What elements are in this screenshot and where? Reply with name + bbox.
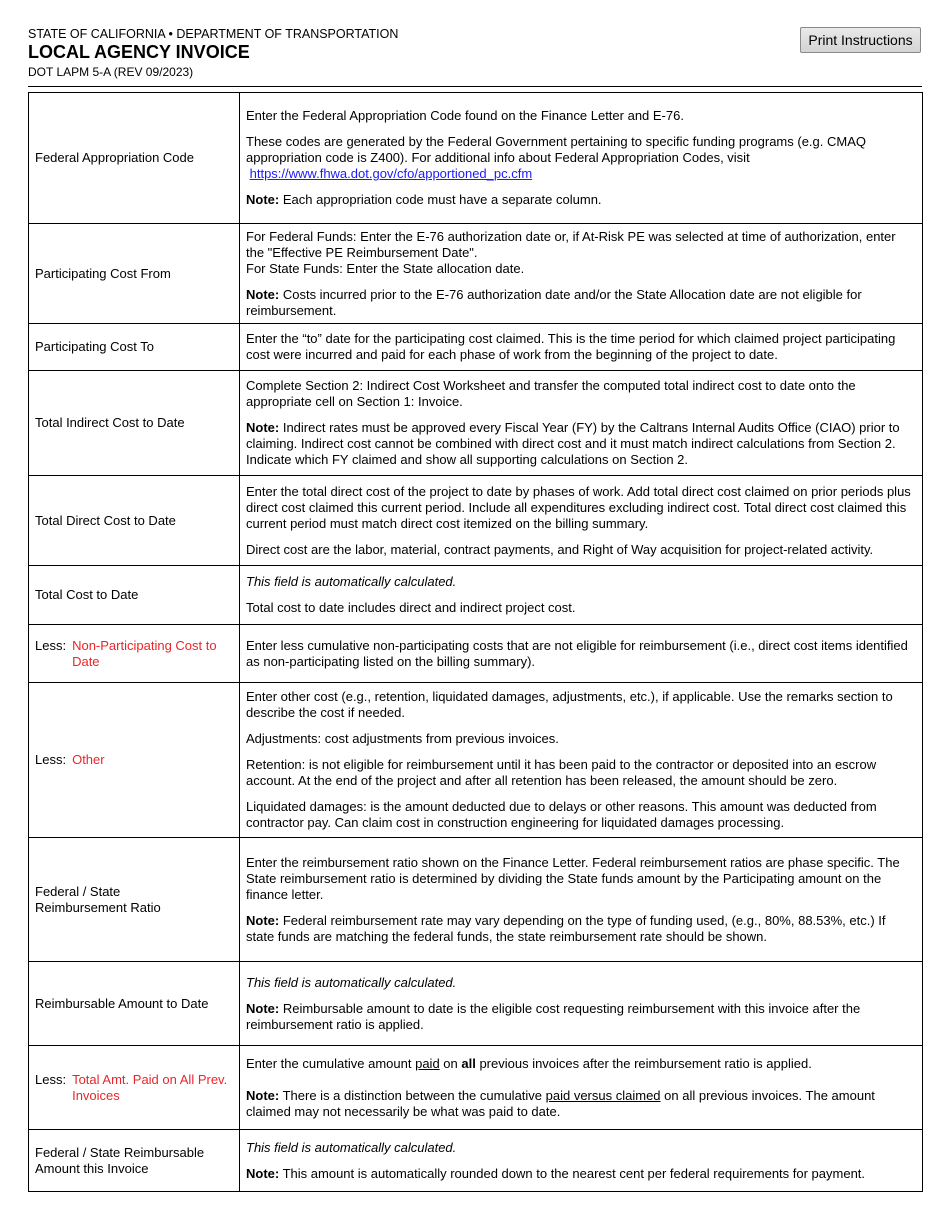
field-description: Enter the total direct cost of the project to date by phases of work. Add total direct cost claimed on prior periods plus direct cost claimed this current period. Include all expenditures excluding indirect cost. Total direct cost claimed this current period must match direct cost itemized on the billing summary. Direct cost are the labor, material, contract payments, and Right of Way acquisition for project-related activity. — [240, 476, 923, 566]
field-name: Less: Non-Participating Cost to Date — [29, 625, 240, 683]
field-description: Enter the reimbursement ratio shown on the Finance Letter. Federal reimbursement ratios are phase specific. The State reimbursement ratio is determined by dividing the State funds amount by the Participating amount on the finance letter. Note: Federal reimbursement rate may vary depending on the type of funding used, (e.g., 80%, 88.53%, etc.) If state funds are matching the federal funds, the state reimbursement rate should be shown. — [240, 838, 923, 962]
field-name: Federal Appropriation Code — [29, 93, 240, 224]
field-description: Enter other cost (e.g., retention, liquidated damages, adjustments, etc.), if applicable. Use the remarks section to describe the cost if needed. Adjustments: cost adjustments from previous invoices. Retention: is not eligible for reimbursement until it has been paid to the contractor or deposited into an escrow account. At the end of the project and after all retention has been released, the amount should be zero. Liquidated damages: is the amount deducted due to delays or other reasons. This amount was deducted from contractor pay. Can claim cost in construction engineering for liquidated damages processing. — [240, 683, 923, 838]
field-name: Federal / State Reimbursable Amount this Invoice — [29, 1130, 240, 1192]
form-title: LOCAL AGENCY INVOICE — [28, 42, 250, 62]
table-row — [29, 93, 923, 224]
table-row — [29, 625, 923, 683]
field-name: Participating Cost To — [29, 324, 240, 371]
instructions-table — [28, 92, 923, 1192]
table-row — [29, 224, 923, 324]
field-name: Participating Cost From — [29, 224, 240, 324]
field-description: Enter the cumulative amount paid on all previous invoices after the reimbursement ratio is applied. Note: There is a distinction between the cumulative paid versus claimed on all previous invoices. The amount claimed may not necessarily be what was paid to date. — [240, 1046, 923, 1130]
table-row — [29, 324, 923, 371]
appropriation-codes-link[interactable]: https://www.fhwa.dot.gov/cfo/apportioned_pc.cfm — [249, 166, 533, 181]
field-description: Enter the “to” date for the participating cost claimed. This is the time period for which claimed project participating cost were incurred and paid for each phase of work from the beginning of the project to date. — [240, 324, 923, 371]
header-divider — [28, 86, 922, 87]
field-name: Less: Total Amt. Paid on All Prev. Invoices — [29, 1046, 240, 1130]
agency-line: STATE OF CALIFORNIA • DEPARTMENT OF TRANSPORTATION — [28, 27, 399, 41]
table-row — [29, 1046, 923, 1130]
field-description: Enter less cumulative non-participating costs that are not eligible for reimbursement (i.e., direct cost items identified as non-participating listed on the billing summary). — [240, 625, 923, 683]
table-row — [29, 566, 923, 625]
table-row — [29, 371, 923, 476]
field-description: This field is automatically calculated. Note: Reimbursable amount to date is the eligible cost requesting reimbursement with this invoice after the reimbursement ratio is applied. — [240, 962, 923, 1046]
field-name: Total Direct Cost to Date — [29, 476, 240, 566]
field-description: This field is automatically calculated. Note: This amount is automatically rounded down to the nearest cent per federal requirements for payment. — [240, 1130, 923, 1192]
field-name: Total Cost to Date — [29, 566, 240, 625]
field-description: For Federal Funds: Enter the E-76 authorization date or, if At-Risk PE was selected at time of authorization, enter the "Effective PE Reimbursement Date". For State Funds: Enter the State allocation date. Note: Costs incurred prior to the E-76 authorization date and/or the State Allocation date are not eligible for reimbursement. — [240, 224, 923, 324]
field-name: Total Indirect Cost to Date — [29, 371, 240, 476]
field-name: Less: Other — [29, 683, 240, 838]
table-row — [29, 838, 923, 962]
field-name: Federal / State Reimbursement Ratio — [29, 838, 240, 962]
field-description: This field is automatically calculated. Total cost to date includes direct and indirect project cost. — [240, 566, 923, 625]
table-row — [29, 962, 923, 1046]
table-row — [29, 1130, 923, 1192]
form-header — [28, 27, 922, 79]
form-id: DOT LAPM 5-A (REV 09/2023) — [28, 65, 194, 79]
field-name: Reimbursable Amount to Date — [29, 962, 240, 1046]
field-description: Enter the Federal Appropriation Code found on the Finance Letter and E-76. These codes are generated by the Federal Government pertaining to specific funding programs (e.g. CMAQ appropriation code is Z400). For additional info about Federal Appropriation Codes, visit https://www.fhwa.dot.gov/cfo/apportioned_pc.cfm Note: Each appropriation code must have a separate column. — [240, 93, 923, 224]
print-instructions-button[interactable]: Print Instructions — [800, 27, 921, 53]
table-row — [29, 476, 923, 566]
table-row — [29, 683, 923, 838]
field-description: Complete Section 2: Indirect Cost Worksheet and transfer the computed total indirect cost to date onto the appropriate cell on Section 1: Invoice. Note: Indirect rates must be approved every Fiscal Year (FY) by the Caltrans Internal Audits Office (CIAO) prior to claiming. Indirect cost cannot be combined with direct cost and it must match indirect calculations from Section 2. Indicate which FY claimed and show all supporting calculations on Section 2. — [240, 371, 923, 476]
